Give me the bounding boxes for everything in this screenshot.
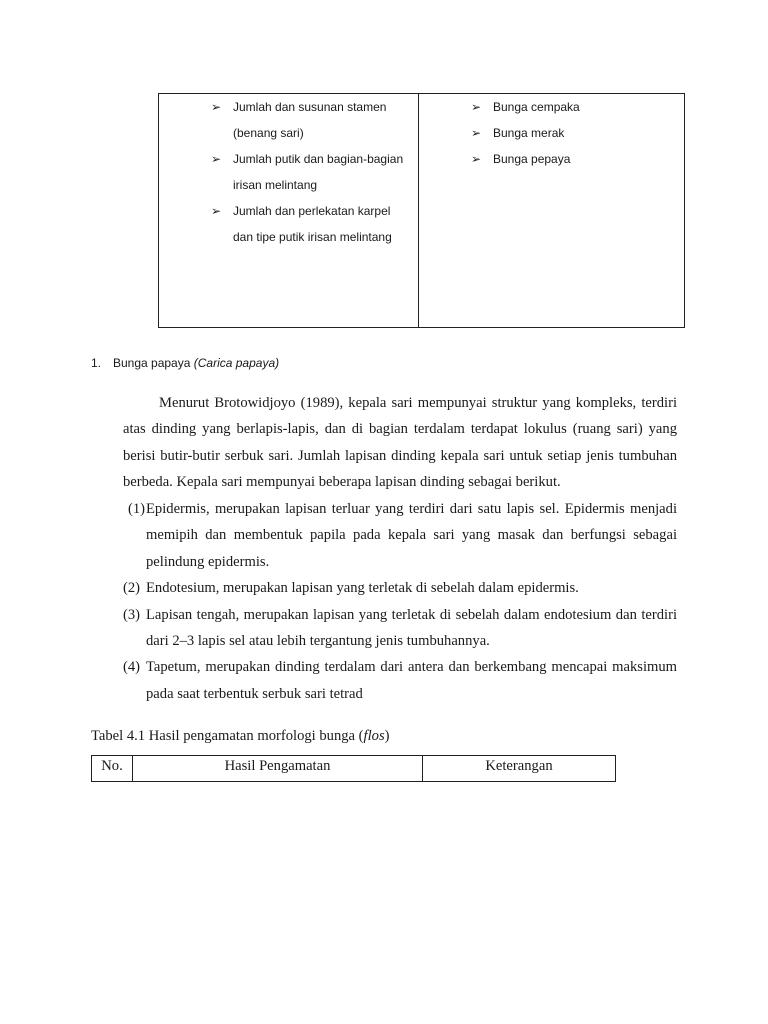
list-number: (3) [123, 606, 141, 623]
section-title: Bunga papaya [113, 356, 191, 370]
anther-layer-list [123, 496, 677, 707]
list-item [123, 654, 677, 707]
list-number: (1) [128, 501, 146, 517]
list-item [123, 575, 677, 601]
list-text: Endotesium, merupakan lapisan yang terletak di sebelah dalam epidermis. [146, 580, 579, 597]
section-number: 1. [91, 356, 102, 370]
arrow-bullet-icon: ➢ [471, 100, 482, 114]
observation-table [91, 755, 616, 782]
list-number: (2) [123, 580, 141, 597]
list-item [123, 602, 677, 655]
body-paragraph: Menurut Brotowidjoyo (1989), kepala sari mempunyai struktur yang kompleks, terdiri atas dinding yang berlapis-lapis, dan di bagian terdalam terdapat lokulus (ruang sari) yang berisi butir-butir serbuk sari. Jumlah lapisan dinding kepala sari untuk setiap jenis tumbuhan berbeda. Kepala sari mempunyai beberapa lapisan dinding sebagai berikut. [123, 395, 677, 491]
flowers-cell [419, 94, 684, 327]
flowers-list [471, 94, 673, 172]
arrow-bullet-icon: ➢ [211, 152, 222, 166]
arrow-bullet-icon: ➢ [211, 204, 222, 218]
list-item: ➢ Jumlah dan perlekatan karpel dan tipe putik irisan melintang [233, 198, 411, 250]
table-header-observation: Hasil Pengamatan [133, 756, 423, 781]
arrow-bullet-icon: ➢ [471, 152, 482, 166]
list-item: ➢ Bunga cempaka [493, 94, 673, 120]
list-item [123, 496, 677, 575]
section-heading [91, 354, 279, 372]
section-scientific-name: (Carica papaya) [193, 356, 280, 370]
list-item: ➢ Bunga pepaya [493, 146, 673, 172]
list-text: Tapetum, merupakan dinding terdalam dari antera dan berkembang mencapai maksimum pada saat terbentuk serbuk sari tetrad [146, 659, 677, 702]
list-item: ➢ Jumlah dan susunan stamen (benang sari) [233, 94, 411, 146]
list-text: Epidermis, merupakan lapisan terluar yang terdiri dari satu lapis sel. Epidermis menjadi memipih dan membentuk papila pada kepala sari yang masak dan berfungsi sebagai pelindung epidermis. [146, 501, 677, 570]
list-text: Lapisan tengah, merupakan lapisan yang terletak di sebelah dalam endotesium dan terdiri dari 2–3 lapis sel atau lebih tergantung jenis tumbuhannya. [146, 606, 677, 650]
list-number: (4) [123, 659, 141, 676]
list-item: ➢ Bunga merak [493, 120, 673, 146]
arrow-bullet-icon: ➢ [211, 100, 222, 114]
criteria-table [158, 93, 685, 328]
criteria-list [211, 94, 411, 250]
criteria-cell [159, 94, 419, 327]
arrow-bullet-icon: ➢ [471, 126, 482, 140]
list-item: ➢ Jumlah putik dan bagian-bagian irisan melintang [233, 146, 411, 198]
table-caption: Tabel 4.1 Hasil pengamatan morfologi bunga (flos) [91, 728, 390, 744]
table-header-no: No. [92, 756, 133, 781]
table-header-notes: Keterangan [485, 758, 553, 774]
